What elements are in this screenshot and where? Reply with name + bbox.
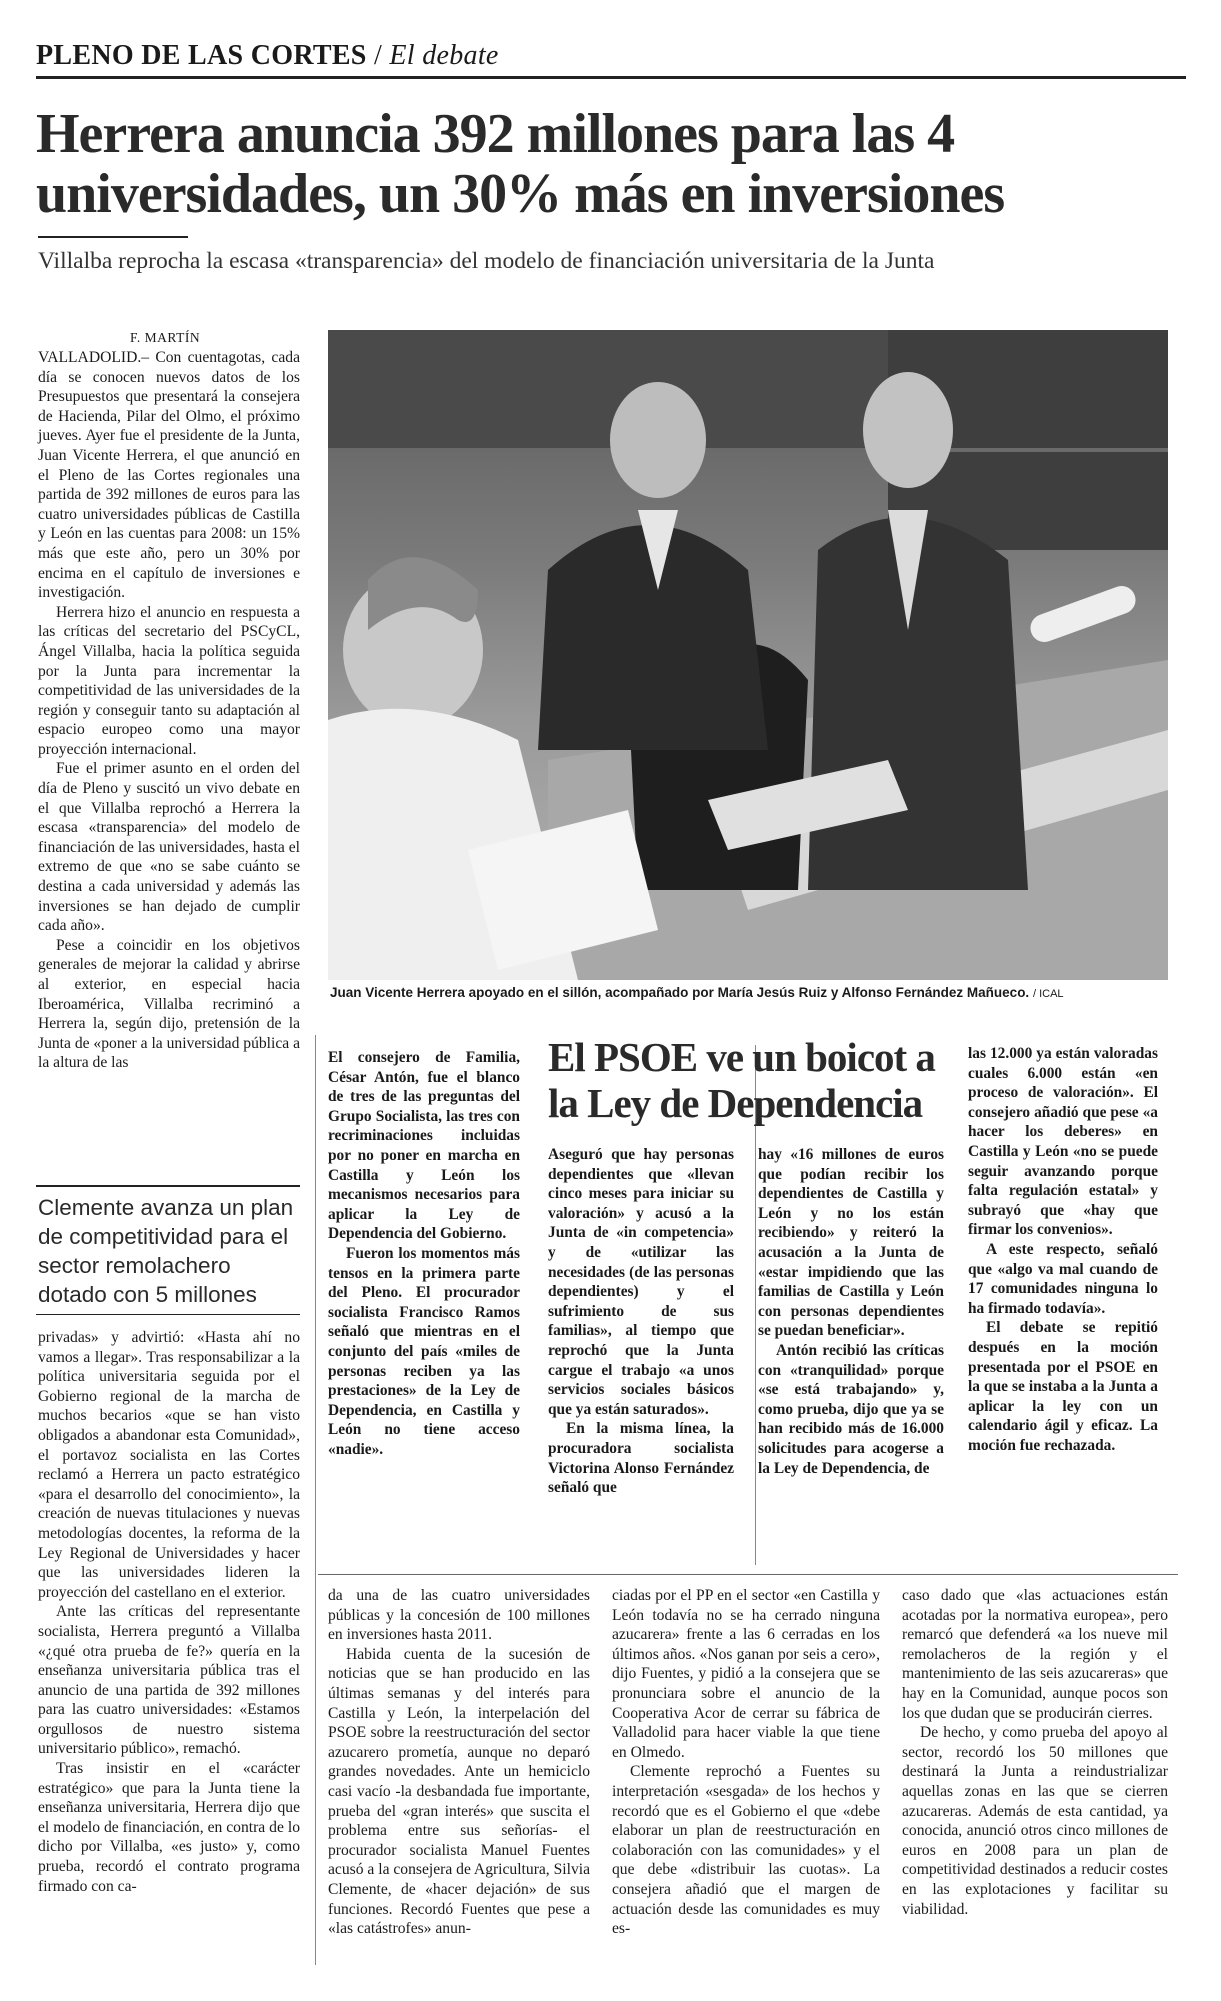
psoe-column-3 bbox=[758, 1145, 944, 1478]
column-divider bbox=[315, 1035, 316, 1965]
photo-scene bbox=[328, 330, 1168, 980]
article-column-1b bbox=[38, 1328, 300, 1896]
bottom-column-4 bbox=[902, 1586, 1168, 1919]
psoe-paragraph: Antón recibió las críticas con «tranquilidad» porque «se está trabajando» y, como prueba, dijo que ya se han recibido más de 16.000 solicitudes para acogerse a la Ley de Dependencia, de bbox=[758, 1341, 944, 1477]
psoe-paragraph: hay «16 millones de euros que podían recibir los dependientes de Castilla y León y no los están recibiendo» y reiteró la acusación a la Junta de «estar impidiendo que las familias de Castilla y León con personas dependientes se puedan beneficiar». bbox=[758, 1146, 944, 1340]
headline-line-1: Herrera anuncia 392 millones para las 4 bbox=[36, 103, 955, 165]
article-paragraph: De hecho, y como prueba del apoyo al sector, recordó los 50 millones que destinará la Junta a reindustrializar aquellas zonas en las que se cierren azucareras. Además de esta cantidad, ya conocida, anunció otros cinco millones de euros en 2008 para un plan de competitividad destinados a reducir costes en las explotaciones y facilitar su viabilidad. bbox=[902, 1724, 1168, 1918]
psoe-headline: El PSOE ve un boicot a la Ley de Dependencia bbox=[548, 1034, 935, 1126]
article-paragraph: caso dado que «las actuaciones están acotadas por la normativa europea», pero remarcó que defenderá «a los nueve mil remolacheros de la región y el mantenimiento de las seis azucareras» que hay en la Comunidad, aunque pocos son los que dudan que se producirán cierres. bbox=[902, 1587, 1168, 1722]
photo-caption-text: Juan Vicente Herrera apoyado en el sillón, acompañado por María Jesús Ruiz y Alfonso Fernández Mañueco. bbox=[330, 985, 1030, 1000]
psoe-paragraph: las 12.000 ya están valoradas cuales 6.000 están «en proceso de valoración». El consejero añadió que pese «a hacer los deberes» en Castilla y León «no se puede seguir avanzando porque falta regulación estatal» y subrayó que «hay que firmar los convenios». bbox=[968, 1045, 1158, 1239]
article-paragraph: Ante las críticas del representante socialista, Herrera preguntó a Villalba «¿qué otra prueba de fe?» quería en la enseñanza universitaria pública tras el anuncio de una partida de 392 millones para las cuatro universidades: «Estamos orgullosos de nuestro sistema universitario público», remachó. bbox=[38, 1603, 300, 1758]
article-paragraph: da una de las cuatro universidades públicas y la concesión de 100 millones en inversiones hasta 2011. bbox=[328, 1587, 590, 1644]
section-separator: / bbox=[374, 40, 383, 71]
article-paragraph: Pese a coincidir en los objetivos generales de mejorar la calidad y abrirse al exterior, en especial hacia Iberoamérica, Villalba recriminó a Herrera la, según dijo, pretensión de la Junta de «poner a la universidad pública a la altura de las bbox=[38, 936, 300, 1072]
psoe-bottom-rule bbox=[318, 1574, 1178, 1575]
section-name: PLENO DE LAS CORTES bbox=[36, 40, 367, 71]
photo-caption bbox=[330, 985, 1064, 1000]
bottom-column-3 bbox=[612, 1586, 880, 1939]
subheadline: Villalba reprocha la escasa «transparencia» del modelo de financiación universitaria de la Junta bbox=[38, 248, 935, 274]
psoe-paragraph: El debate se repitió después en la moción presentada por el PSOE en la que se instaba a la Junta a aplicar la ley con un calendario ágil y eficaz. La moción fue rechazada. bbox=[968, 1319, 1158, 1454]
byline: F. MARTÍN bbox=[130, 330, 201, 345]
photo-credit: / ICAL bbox=[1032, 988, 1064, 1000]
article-paragraph: Habida cuenta de la sucesión de noticias que se han producido en las últimas semanas y del interés para Castilla y León, la interpelación del PSOE sobre la reestructuración del sector azucarero prometía, aunque no deparó grandes novedades. Ante un hemiciclo casi vacío -la desbandada fue importante, prueba del «gran interés» que suscita el problema entre sus señorías- el procurador socialista Manuel Fuentes acusó a la consejera de Agricultura, Silvia Clemente, de «hacer dejación» de sus funciones. Recordó Fuentes que pese a «las catástrofes» anun- bbox=[328, 1645, 590, 1938]
article-paragraph: VALLADOLID.– Con cuentagotas, cada día se conocen nuevos datos de los Presupuestos que presentará la consejera de Hacienda, Pilar del Olmo, el próximo jueves. Ayer fue el presidente de la Junta, Juan Vicente Herrera, el que anunció en el Pleno de las Cortes regionales una partida de 392 millones de euros para las cuatro universidades públicas de Castilla y León en las cuentas para 2008: un 15% más que este año, pero un 30% por encima en el capítulo de inversiones e investigación. bbox=[38, 349, 300, 602]
article-paragraph: Herrera hizo el anuncio en respuesta a las críticas del secretario del PSCyCL, Ángel Villalba, hacia la política seguida por la Junta para incrementar la competitividad de las universidades de la región y conseguir tanto su adaptación al espacio europeo como una mayor proyección internacional. bbox=[38, 603, 300, 758]
article-paragraph: Clemente reprochó a Fuentes su interpretación «sesgada» de los hechos y recordó que es el Gobierno el que «debe elaborar un plan de reestructuración en colaboración con las comunidades» y el que debe «distribuir las cuotas». La consejera añadió que el margen de actuación desde las comunidades es muy es- bbox=[612, 1763, 880, 1938]
article-paragraph: privadas» y advirtió: «Hasta ahí no vamos a llegar». Tras responsabilizar a la política universitaria seguida por el Gobierno regional de la marcha de muchos becarios «que se han visto obligados a abandonar esta Comunidad», el portavoz socialista en las Cortes reclamó a Herrera un pacto estratégico «para el desarrollo del conocimiento», la creación de nuevas titulaciones y nuevas metodologías docentes, la reforma de la Ley Regional de Universidades y hacer que las universidades lideren la proyección del castellano en el exterior. bbox=[38, 1329, 300, 1601]
section-header bbox=[36, 40, 499, 72]
section-rule bbox=[36, 76, 1186, 79]
news-photo bbox=[328, 330, 1168, 980]
box-headline: Clemente avanza un plan de competitividad para el sector remolachero dotado con 5 millones bbox=[38, 1195, 294, 1307]
headline-rule bbox=[38, 236, 188, 238]
psoe-paragraph: En la misma línea, la procuradora socialista Victorina Alonso Fernández señaló que bbox=[548, 1420, 734, 1497]
box-top-rule bbox=[36, 1185, 300, 1187]
article-paragraph: Tras insistir en el «carácter estratégico» que para la Junta tiene la enseñanza universitaria, Herrera dijo que el modelo de financiación, en contra de lo dicho por Villalba, «es justo» y, como prueba, recordó el contrato programa firmado con ca- bbox=[38, 1760, 300, 1895]
article-paragraph: Fue el primer asunto en el orden del día de Pleno y suscitó un vivo debate en el que Villalba reprochó a Herrera la escasa «transparencia» del modelo de financiación de las universidades, hasta el extremo de que «no se sabe cuánto se destina a cada universidad y además las inversiones se han dejado de cumplir cada año». bbox=[38, 760, 300, 935]
headline bbox=[36, 104, 1004, 224]
bottom-column-2 bbox=[328, 1586, 590, 1939]
article-column-1 bbox=[38, 348, 300, 1073]
psoe-paragraph: A este respecto, señaló que «algo va mal cuando de 17 comunidades ninguna lo ha firmado todavía». bbox=[968, 1240, 1158, 1317]
article-paragraph: ciadas por el PP en el sector «en Castilla y León todavía no se ha cerrado ninguna azucarera» frente a las 6 cerradas en los últimos años. «Nos ganan por seis a cero», dijo Fuentes, y pidió a la consejera que se pronunciara sobre el anuncio de la Cooperativa Acor de cerrar su fábrica de Valladolid para hacer viable la que tiene en Olmedo. bbox=[612, 1587, 880, 1761]
box-bottom-rule bbox=[36, 1314, 300, 1315]
headline-line-2: universidades, un 30% más en inversiones bbox=[36, 163, 1005, 225]
psoe-paragraph: Fueron los momentos más tensos en la primera parte del Pleno. El procurador socialista Francisco Ramos señaló que mientras en el conjunto del país «miles de personas reciben ya las prestaciones» de la Ley de Dependencia, en Castilla y León no tiene acceso «nadie». bbox=[328, 1244, 520, 1458]
psoe-column-1 bbox=[328, 1048, 520, 1459]
psoe-column-2 bbox=[548, 1145, 734, 1498]
psoe-column-4 bbox=[968, 1044, 1158, 1455]
psoe-paragraph: Aseguró que hay personas dependientes que «llevan cinco meses para iniciar su valoración» y acusó a la Junta de «in competencia» y de «utilizar las necesidades (de las personas dependientes) y el sufrimiento de sus familias», al tiempo que reprochó que la Junta cargue el trabajo «a unos servicios sociales básicos que ya están saturados». bbox=[548, 1146, 734, 1418]
section-sub: El debate bbox=[389, 40, 499, 71]
psoe-paragraph: El consejero de Familia, César Antón, fue el blanco de tres de las preguntas del Grupo Socialista, las tres con recriminaciones incluidas por no poner en marcha en Castilla y León los mecanismos necesarios para aplicar la Ley de Dependencia del Gobierno. bbox=[328, 1049, 520, 1243]
